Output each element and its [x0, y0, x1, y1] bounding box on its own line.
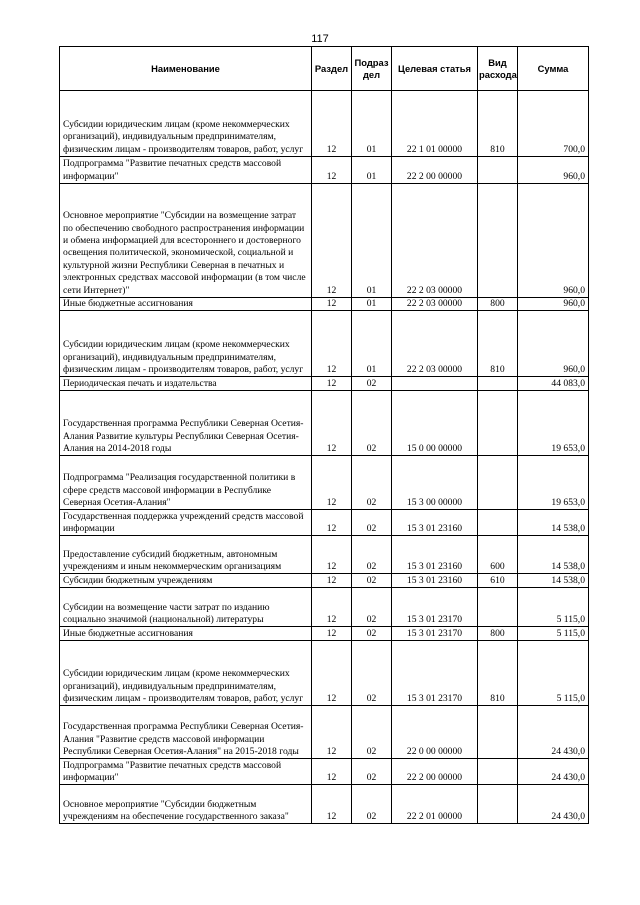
- cell-vid: 800: [478, 298, 518, 311]
- cell-tselevaya: [392, 377, 478, 391]
- cell-razdel: 12: [312, 377, 352, 391]
- cell-name: Субсидии на возмещение части затрат по изданию социально значимой (национальной) литературы: [60, 588, 312, 627]
- cell-tselevaya: 22 0 00 00000: [392, 706, 478, 759]
- cell-summa: 960,0: [518, 311, 589, 377]
- cell-razdel: 12: [312, 91, 352, 157]
- cell-summa: 19 653,0: [518, 391, 589, 456]
- cell-podrazdel: 02: [352, 456, 392, 510]
- table-row: [60, 311, 589, 377]
- cell-name: Субсидии юридическим лицам (кроме некоммерческих организаций), индивидуальным предпринимателям, физическим лицам - производителям товаров, работ, услуг: [60, 641, 312, 706]
- cell-tselevaya: 22 2 00 00000: [392, 759, 478, 785]
- cell-vid: [478, 510, 518, 536]
- table-row: [60, 536, 589, 574]
- cell-name: Субсидии бюджетным учреждениям: [60, 574, 312, 588]
- table-row: [60, 627, 589, 641]
- cell-vid: 810: [478, 91, 518, 157]
- cell-razdel: 12: [312, 627, 352, 641]
- cell-podrazdel: 01: [352, 184, 392, 298]
- table-row: [60, 588, 589, 627]
- table-row: [60, 456, 589, 510]
- header-vid: Вид расхода: [478, 47, 518, 91]
- cell-tselevaya: 22 2 03 00000: [392, 298, 478, 311]
- cell-summa: 44 083,0: [518, 377, 589, 391]
- cell-name: Подпрограмма "Реализация государственной политики в сфере средств массовой информации в Республике Северная Осетия-Алания": [60, 456, 312, 510]
- cell-podrazdel: 02: [352, 510, 392, 536]
- cell-razdel: 12: [312, 785, 352, 824]
- table-row: [60, 641, 589, 706]
- cell-summa: 24 430,0: [518, 706, 589, 759]
- cell-vid: [478, 759, 518, 785]
- cell-summa: 14 538,0: [518, 536, 589, 574]
- cell-name: Иные бюджетные ассигнования: [60, 298, 312, 311]
- cell-razdel: 12: [312, 298, 352, 311]
- cell-razdel: 12: [312, 184, 352, 298]
- cell-podrazdel: 02: [352, 759, 392, 785]
- cell-razdel: 12: [312, 574, 352, 588]
- cell-tselevaya: 15 0 00 00000: [392, 391, 478, 456]
- cell-vid: [478, 706, 518, 759]
- cell-vid: [478, 785, 518, 824]
- cell-tselevaya: 15 3 01 23170: [392, 588, 478, 627]
- cell-name: Субсидии юридическим лицам (кроме некоммерческих организаций), индивидуальным предпринимателям, физическим лицам - производителям товаров, работ, услуг: [60, 311, 312, 377]
- cell-summa: 700,0: [518, 91, 589, 157]
- table-row: [60, 785, 589, 824]
- cell-vid: [478, 588, 518, 627]
- header-tselevaya: Целевая статья: [392, 47, 478, 91]
- table-row: [60, 157, 589, 184]
- cell-tselevaya: 22 2 03 00000: [392, 184, 478, 298]
- header-podrazdel: Подраз дел: [352, 47, 392, 91]
- cell-podrazdel: 02: [352, 574, 392, 588]
- header-razdel: Раздел: [312, 47, 352, 91]
- cell-vid: 810: [478, 311, 518, 377]
- cell-vid: 810: [478, 641, 518, 706]
- cell-name: Предоставление субсидий бюджетным, автономным учреждениям и иным некоммерческим организациям: [60, 536, 312, 574]
- cell-name: Иные бюджетные ассигнования: [60, 627, 312, 641]
- header-summa: Сумма: [518, 47, 589, 91]
- cell-podrazdel: 02: [352, 706, 392, 759]
- table-row: [60, 91, 589, 157]
- page-number: 117: [311, 33, 329, 45]
- cell-podrazdel: 02: [352, 588, 392, 627]
- cell-tselevaya: 15 3 00 00000: [392, 456, 478, 510]
- cell-tselevaya: 15 3 01 23160: [392, 574, 478, 588]
- cell-razdel: 12: [312, 588, 352, 627]
- cell-tselevaya: 22 2 01 00000: [392, 785, 478, 824]
- table-row: [60, 706, 589, 759]
- cell-razdel: 12: [312, 536, 352, 574]
- cell-name: Периодическая печать и издательства: [60, 377, 312, 391]
- cell-summa: 960,0: [518, 184, 589, 298]
- cell-vid: 800: [478, 627, 518, 641]
- cell-razdel: 12: [312, 391, 352, 456]
- table-row: [60, 759, 589, 785]
- cell-tselevaya: 22 1 01 00000: [392, 91, 478, 157]
- cell-vid: [478, 157, 518, 184]
- cell-tselevaya: 22 2 03 00000: [392, 311, 478, 377]
- cell-podrazdel: 02: [352, 785, 392, 824]
- table-header-row: [60, 47, 589, 91]
- cell-tselevaya: 22 2 00 00000: [392, 157, 478, 184]
- cell-razdel: 12: [312, 157, 352, 184]
- cell-podrazdel: 01: [352, 298, 392, 311]
- cell-summa: 5 115,0: [518, 588, 589, 627]
- cell-vid: [478, 456, 518, 510]
- cell-name: Государственная поддержка учреждений средств массовой информации: [60, 510, 312, 536]
- cell-name: Подпрограмма "Развитие печатных средств массовой информации": [60, 157, 312, 184]
- cell-vid: [478, 184, 518, 298]
- cell-podrazdel: 02: [352, 627, 392, 641]
- cell-vid: 600: [478, 536, 518, 574]
- table-row: [60, 391, 589, 456]
- cell-razdel: 12: [312, 456, 352, 510]
- cell-podrazdel: 02: [352, 536, 392, 574]
- cell-summa: 14 538,0: [518, 510, 589, 536]
- cell-summa: 5 115,0: [518, 641, 589, 706]
- cell-tselevaya: 15 3 01 23170: [392, 641, 478, 706]
- cell-podrazdel: 02: [352, 377, 392, 391]
- table-body: [60, 91, 589, 824]
- budget-table: [59, 46, 589, 824]
- cell-name: Государственная программа Республики Северная Осетия-Алания Развитие культуры Республики Северная Осетия-Алания на 2014-2018 годы: [60, 391, 312, 456]
- cell-summa: 5 115,0: [518, 627, 589, 641]
- cell-summa: 24 430,0: [518, 785, 589, 824]
- header-name: Наименование: [60, 47, 312, 91]
- cell-podrazdel: 01: [352, 157, 392, 184]
- cell-name: Подпрограмма "Развитие печатных средств массовой информации": [60, 759, 312, 785]
- cell-razdel: 12: [312, 311, 352, 377]
- cell-summa: 24 430,0: [518, 759, 589, 785]
- table-row: [60, 184, 589, 298]
- cell-razdel: 12: [312, 706, 352, 759]
- cell-vid: [478, 391, 518, 456]
- table-row: [60, 377, 589, 391]
- table-row: [60, 510, 589, 536]
- cell-tselevaya: 15 3 01 23160: [392, 510, 478, 536]
- cell-vid: 610: [478, 574, 518, 588]
- cell-summa: 14 538,0: [518, 574, 589, 588]
- cell-name: Основное мероприятие "Субсидии бюджетным учреждениям на обеспечение государственного заказа": [60, 785, 312, 824]
- table-row: [60, 298, 589, 311]
- cell-name: Субсидии юридическим лицам (кроме некоммерческих организаций), индивидуальным предпринимателям, физическим лицам - производителям товаров, работ, услуг: [60, 91, 312, 157]
- cell-podrazdel: 02: [352, 391, 392, 456]
- cell-podrazdel: 02: [352, 641, 392, 706]
- cell-name: Основное мероприятие "Субсидии на возмещение затрат по обеспечению свободного распространения информации и обмена информацией для всестороннего и достоверного освещения политической, экономической, социальной и культурной жизни Республики Северная в печатных и электронных средствах массовой информации (в том числе сети Интернет)": [60, 184, 312, 298]
- cell-razdel: 12: [312, 510, 352, 536]
- cell-tselevaya: 15 3 01 23160: [392, 536, 478, 574]
- cell-razdel: 12: [312, 759, 352, 785]
- cell-podrazdel: 01: [352, 311, 392, 377]
- cell-summa: 960,0: [518, 298, 589, 311]
- cell-tselevaya: 15 3 01 23170: [392, 627, 478, 641]
- cell-summa: 19 653,0: [518, 456, 589, 510]
- cell-podrazdel: 01: [352, 91, 392, 157]
- cell-vid: [478, 377, 518, 391]
- table-row: [60, 574, 589, 588]
- cell-name: Государственная программа Республики Северная Осетия-Алания "Развитие средств массовой информации Республики Северная Осетия-Алания" на 2015-2018 годы: [60, 706, 312, 759]
- cell-razdel: 12: [312, 641, 352, 706]
- cell-summa: 960,0: [518, 157, 589, 184]
